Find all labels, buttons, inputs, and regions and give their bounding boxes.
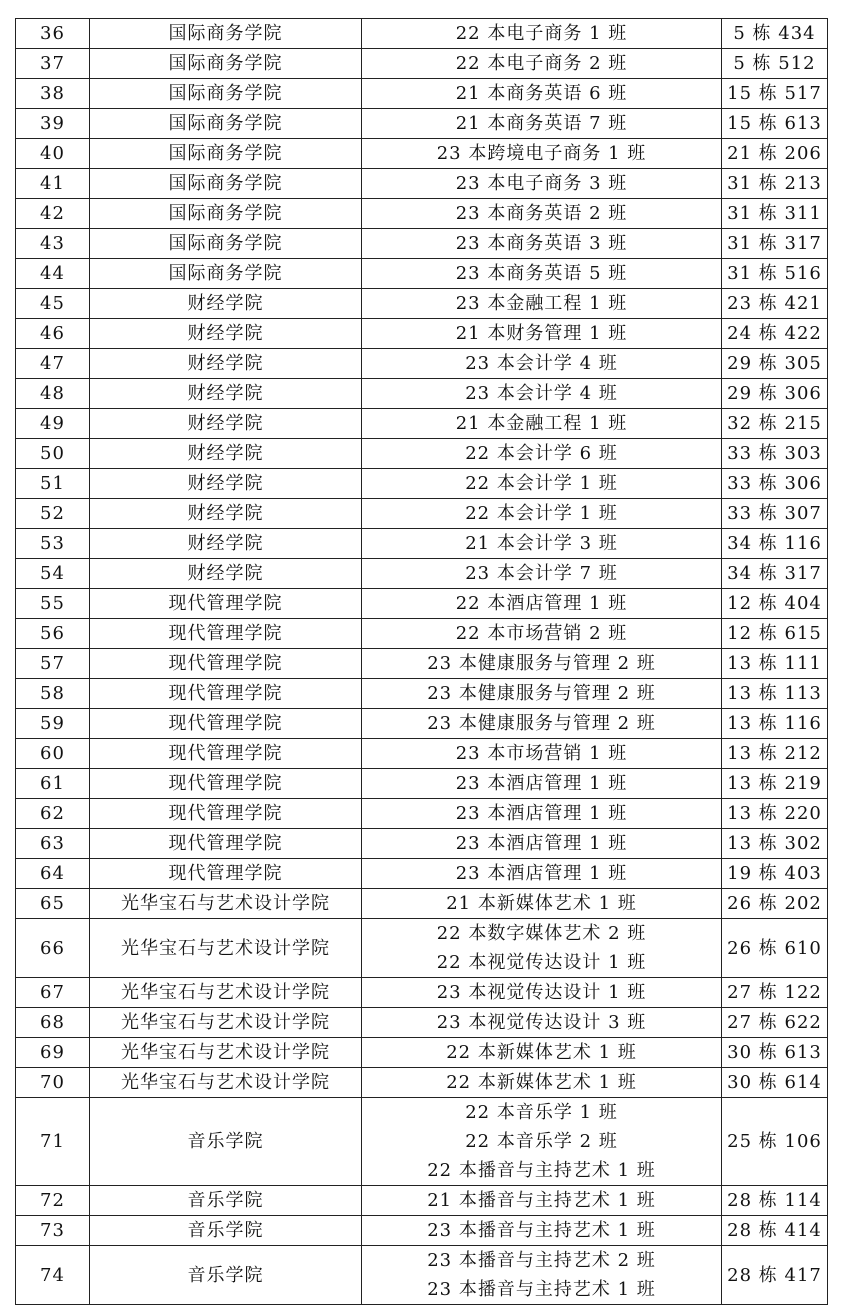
class-name: 23 本电子商务 3 班	[455, 173, 628, 194]
table-row	[16, 1068, 828, 1098]
row-number: 42	[16, 199, 90, 229]
class-name: 23 本市场营销 1 班	[455, 743, 628, 764]
college-name: 财经学院	[90, 559, 362, 589]
dorm-room: 26 栋 202	[722, 889, 828, 919]
college-name: 光华宝石与艺术设计学院	[90, 978, 362, 1008]
row-number: 49	[16, 409, 90, 439]
college-name: 国际商务学院	[90, 139, 362, 169]
row-number: 67	[16, 978, 90, 1008]
class-name: 21 本新媒体艺术 1 班	[446, 893, 637, 914]
class-cell	[362, 169, 722, 199]
dorm-room: 31 栋 516	[722, 259, 828, 289]
class-name: 23 本酒店管理 1 班	[455, 833, 628, 854]
college-name: 国际商务学院	[90, 19, 362, 49]
dorm-room: 29 栋 305	[722, 349, 828, 379]
row-number: 52	[16, 499, 90, 529]
college-name: 国际商务学院	[90, 79, 362, 109]
dorm-room: 26 栋 610	[722, 919, 828, 978]
college-name: 财经学院	[90, 379, 362, 409]
college-name: 国际商务学院	[90, 259, 362, 289]
class-cell	[362, 319, 722, 349]
table-row	[16, 259, 828, 289]
table-row	[16, 169, 828, 199]
class-name: 23 本健康服务与管理 2 班	[427, 653, 656, 674]
table-row	[16, 739, 828, 769]
table-row	[16, 319, 828, 349]
table-row	[16, 1186, 828, 1216]
row-number: 68	[16, 1008, 90, 1038]
table-row	[16, 1008, 828, 1038]
class-name: 22 本音乐学 1 班	[465, 1102, 618, 1123]
class-cell	[362, 529, 722, 559]
class-cell	[362, 559, 722, 589]
table-row	[16, 439, 828, 469]
class-name: 23 本商务英语 2 班	[455, 203, 628, 224]
class-cell	[362, 889, 722, 919]
college-name: 光华宝石与艺术设计学院	[90, 919, 362, 978]
class-cell	[362, 229, 722, 259]
row-number: 39	[16, 109, 90, 139]
row-number: 47	[16, 349, 90, 379]
class-cell	[362, 79, 722, 109]
class-cell	[362, 379, 722, 409]
class-name: 23 本商务英语 3 班	[455, 233, 628, 254]
class-cell	[362, 139, 722, 169]
class-cell	[362, 409, 722, 439]
table-row	[16, 19, 828, 49]
college-name: 财经学院	[90, 409, 362, 439]
dorm-room: 13 栋 116	[722, 709, 828, 739]
college-name: 国际商务学院	[90, 169, 362, 199]
row-number: 54	[16, 559, 90, 589]
dorm-room: 15 栋 517	[722, 79, 828, 109]
dorm-room: 13 栋 111	[722, 649, 828, 679]
dorm-room: 27 栋 122	[722, 978, 828, 1008]
college-name: 财经学院	[90, 289, 362, 319]
table-row	[16, 1098, 828, 1186]
row-number: 69	[16, 1038, 90, 1068]
class-cell	[362, 1246, 722, 1305]
table-row	[16, 229, 828, 259]
row-number: 65	[16, 889, 90, 919]
row-number: 73	[16, 1216, 90, 1246]
dorm-room: 13 栋 302	[722, 829, 828, 859]
dorm-room: 25 栋 106	[722, 1098, 828, 1186]
table-row	[16, 889, 828, 919]
row-number: 37	[16, 49, 90, 79]
dorm-room: 15 栋 613	[722, 109, 828, 139]
table-row	[16, 589, 828, 619]
class-name: 22 本音乐学 2 班	[465, 1131, 618, 1152]
dorm-room: 33 栋 306	[722, 469, 828, 499]
dorm-room: 34 栋 317	[722, 559, 828, 589]
college-name: 财经学院	[90, 439, 362, 469]
class-name: 21 本会计学 3 班	[465, 533, 618, 554]
class-cell	[362, 739, 722, 769]
dorm-room: 12 栋 615	[722, 619, 828, 649]
college-name: 财经学院	[90, 469, 362, 499]
dorm-room: 28 栋 417	[722, 1246, 828, 1305]
class-cell	[362, 978, 722, 1008]
class-name: 22 本新媒体艺术 1 班	[446, 1072, 637, 1093]
table-body	[16, 19, 828, 1305]
class-name: 23 本会计学 4 班	[465, 353, 618, 374]
dorm-room: 30 栋 614	[722, 1068, 828, 1098]
class-cell	[362, 1216, 722, 1246]
row-number: 63	[16, 829, 90, 859]
row-number: 59	[16, 709, 90, 739]
dormitory-table	[15, 18, 828, 1305]
college-name: 国际商务学院	[90, 49, 362, 79]
class-name: 23 本会计学 4 班	[465, 383, 618, 404]
row-number: 58	[16, 679, 90, 709]
row-number: 40	[16, 139, 90, 169]
college-name: 财经学院	[90, 499, 362, 529]
class-cell	[362, 19, 722, 49]
class-name: 23 本健康服务与管理 2 班	[427, 713, 656, 734]
dorm-room: 13 栋 113	[722, 679, 828, 709]
row-number: 55	[16, 589, 90, 619]
class-name: 22 本播音与主持艺术 1 班	[427, 1160, 656, 1181]
class-cell	[362, 499, 722, 529]
class-name: 22 本电子商务 1 班	[455, 23, 628, 44]
table-row	[16, 1216, 828, 1246]
table-row	[16, 49, 828, 79]
dorm-room: 34 栋 116	[722, 529, 828, 559]
college-name: 财经学院	[90, 529, 362, 559]
class-cell	[362, 289, 722, 319]
table-row	[16, 499, 828, 529]
college-name: 现代管理学院	[90, 589, 362, 619]
class-cell	[362, 589, 722, 619]
row-number: 61	[16, 769, 90, 799]
class-name: 21 本商务英语 7 班	[455, 113, 628, 134]
dorm-room: 5 栋 434	[722, 19, 828, 49]
row-number: 44	[16, 259, 90, 289]
class-cell	[362, 1068, 722, 1098]
class-cell	[362, 259, 722, 289]
college-name: 光华宝石与艺术设计学院	[90, 1008, 362, 1038]
row-number: 70	[16, 1068, 90, 1098]
college-name: 财经学院	[90, 319, 362, 349]
dorm-room: 31 栋 311	[722, 199, 828, 229]
class-name: 22 本新媒体艺术 1 班	[446, 1042, 637, 1063]
table-row	[16, 349, 828, 379]
table-row	[16, 978, 828, 1008]
college-name: 现代管理学院	[90, 859, 362, 889]
class-name: 22 本会计学 6 班	[465, 443, 618, 464]
dorm-room: 19 栋 403	[722, 859, 828, 889]
row-number: 38	[16, 79, 90, 109]
table-row	[16, 859, 828, 889]
dorm-room: 28 栋 114	[722, 1186, 828, 1216]
class-cell	[362, 109, 722, 139]
college-name: 现代管理学院	[90, 649, 362, 679]
class-name: 23 本酒店管理 1 班	[455, 863, 628, 884]
class-cell	[362, 1008, 722, 1038]
class-cell	[362, 1186, 722, 1216]
class-name: 22 本市场营销 2 班	[455, 623, 628, 644]
dorm-room: 33 栋 303	[722, 439, 828, 469]
row-number: 36	[16, 19, 90, 49]
college-name: 音乐学院	[90, 1216, 362, 1246]
table-row	[16, 559, 828, 589]
row-number: 43	[16, 229, 90, 259]
dorm-room: 30 栋 613	[722, 1038, 828, 1068]
class-cell	[362, 649, 722, 679]
class-name: 23 本播音与主持艺术 1 班	[427, 1279, 656, 1300]
class-name: 22 本会计学 1 班	[465, 503, 618, 524]
dorm-room: 32 栋 215	[722, 409, 828, 439]
table-row	[16, 829, 828, 859]
class-cell	[362, 709, 722, 739]
table-row	[16, 139, 828, 169]
class-name: 23 本跨境电子商务 1 班	[436, 143, 647, 164]
class-cell	[362, 199, 722, 229]
row-number: 64	[16, 859, 90, 889]
table-row	[16, 709, 828, 739]
row-number: 48	[16, 379, 90, 409]
dorm-room: 21 栋 206	[722, 139, 828, 169]
class-name: 21 本播音与主持艺术 1 班	[427, 1190, 656, 1211]
class-name: 23 本视觉传达设计 1 班	[436, 982, 647, 1003]
class-cell	[362, 439, 722, 469]
table-row	[16, 289, 828, 319]
table-row	[16, 469, 828, 499]
table-row	[16, 679, 828, 709]
dorm-room: 31 栋 317	[722, 229, 828, 259]
class-name: 21 本金融工程 1 班	[455, 413, 628, 434]
table-row	[16, 1246, 828, 1305]
row-number: 46	[16, 319, 90, 349]
row-number: 74	[16, 1246, 90, 1305]
row-number: 72	[16, 1186, 90, 1216]
college-name: 现代管理学院	[90, 799, 362, 829]
dorm-room: 13 栋 212	[722, 739, 828, 769]
row-number: 41	[16, 169, 90, 199]
class-name: 23 本酒店管理 1 班	[455, 773, 628, 794]
college-name: 光华宝石与艺术设计学院	[90, 1038, 362, 1068]
table-row	[16, 109, 828, 139]
class-cell	[362, 469, 722, 499]
row-number: 56	[16, 619, 90, 649]
row-number: 57	[16, 649, 90, 679]
class-cell	[362, 679, 722, 709]
dorm-room: 12 栋 404	[722, 589, 828, 619]
class-cell	[362, 49, 722, 79]
college-name: 国际商务学院	[90, 199, 362, 229]
class-name: 23 本播音与主持艺术 2 班	[427, 1250, 656, 1271]
class-name: 22 本酒店管理 1 班	[455, 593, 628, 614]
class-cell	[362, 919, 722, 978]
class-cell	[362, 829, 722, 859]
dorm-room: 28 栋 414	[722, 1216, 828, 1246]
college-name: 音乐学院	[90, 1098, 362, 1186]
college-name: 现代管理学院	[90, 829, 362, 859]
dorm-room: 29 栋 306	[722, 379, 828, 409]
dorm-room: 24 栋 422	[722, 319, 828, 349]
class-name: 22 本会计学 1 班	[465, 473, 618, 494]
class-cell	[362, 859, 722, 889]
college-name: 现代管理学院	[90, 769, 362, 799]
table-row	[16, 619, 828, 649]
college-name: 国际商务学院	[90, 109, 362, 139]
row-number: 71	[16, 1098, 90, 1186]
college-name: 现代管理学院	[90, 709, 362, 739]
class-name: 21 本财务管理 1 班	[455, 323, 628, 344]
class-cell	[362, 1038, 722, 1068]
row-number: 45	[16, 289, 90, 319]
dorm-room: 5 栋 512	[722, 49, 828, 79]
class-cell	[362, 799, 722, 829]
row-number: 53	[16, 529, 90, 559]
class-name: 23 本会计学 7 班	[465, 563, 618, 584]
class-name: 23 本酒店管理 1 班	[455, 803, 628, 824]
college-name: 光华宝石与艺术设计学院	[90, 889, 362, 919]
table-row	[16, 799, 828, 829]
college-name: 现代管理学院	[90, 619, 362, 649]
dorm-room: 27 栋 622	[722, 1008, 828, 1038]
dorm-room: 33 栋 307	[722, 499, 828, 529]
class-cell	[362, 349, 722, 379]
class-cell	[362, 619, 722, 649]
row-number: 50	[16, 439, 90, 469]
college-name: 光华宝石与艺术设计学院	[90, 1068, 362, 1098]
college-name: 现代管理学院	[90, 739, 362, 769]
class-cell	[362, 769, 722, 799]
row-number: 66	[16, 919, 90, 978]
class-name: 23 本播音与主持艺术 1 班	[427, 1220, 656, 1241]
row-number: 60	[16, 739, 90, 769]
class-name: 21 本商务英语 6 班	[455, 83, 628, 104]
table-row	[16, 409, 828, 439]
dorm-room: 13 栋 219	[722, 769, 828, 799]
class-name: 23 本商务英语 5 班	[455, 263, 628, 284]
table-row	[16, 199, 828, 229]
college-name: 音乐学院	[90, 1246, 362, 1305]
row-number: 62	[16, 799, 90, 829]
class-name: 23 本视觉传达设计 3 班	[436, 1012, 647, 1033]
row-number: 51	[16, 469, 90, 499]
table-row	[16, 1038, 828, 1068]
class-name: 23 本健康服务与管理 2 班	[427, 683, 656, 704]
dorm-room: 23 栋 421	[722, 289, 828, 319]
table-row	[16, 379, 828, 409]
table-row	[16, 79, 828, 109]
college-name: 国际商务学院	[90, 229, 362, 259]
college-name: 音乐学院	[90, 1186, 362, 1216]
class-name: 22 本数字媒体艺术 2 班	[436, 923, 647, 944]
college-name: 现代管理学院	[90, 679, 362, 709]
table-row	[16, 919, 828, 978]
dorm-room: 31 栋 213	[722, 169, 828, 199]
class-name: 23 本金融工程 1 班	[455, 293, 628, 314]
table-row	[16, 769, 828, 799]
class-name: 22 本电子商务 2 班	[455, 53, 628, 74]
class-cell	[362, 1098, 722, 1186]
table-row	[16, 529, 828, 559]
college-name: 财经学院	[90, 349, 362, 379]
table-row	[16, 649, 828, 679]
class-name: 22 本视觉传达设计 1 班	[436, 952, 647, 973]
dorm-room: 13 栋 220	[722, 799, 828, 829]
